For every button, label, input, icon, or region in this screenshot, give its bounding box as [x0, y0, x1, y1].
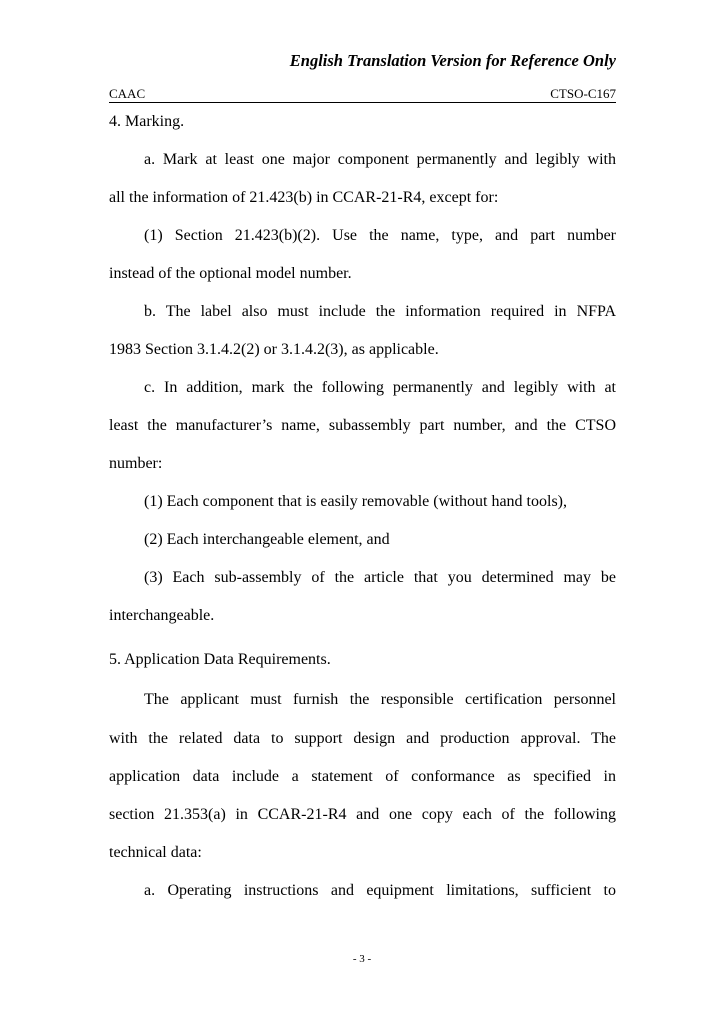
list-item: (1) Each component that is easily removable (without hand tools),	[144, 493, 567, 510]
paragraph-line: The applicant must furnish the responsible certification personnel	[144, 691, 616, 708]
paragraph-line: b. The label also must include the information required in NFPA	[144, 303, 616, 320]
paragraph-line: with the related data to support design and production approval. The	[109, 730, 616, 747]
paragraph-line: a. Operating instructions and equipment limitations, sufficient to	[144, 882, 616, 899]
paragraph-line: least the manufacturer’s name, subassembly part number, and the CTSO	[109, 417, 616, 434]
paragraph-line: 1983 Section 3.1.4.2(2) or 3.1.4.2(3), as applicable.	[109, 341, 439, 358]
paragraph-line: technical data:	[109, 844, 202, 861]
paragraph-line: all the information of 21.423(b) in CCAR-21-R4, except for:	[109, 189, 499, 206]
paragraph-line: application data include a statement of conformance as specified in	[109, 768, 616, 785]
paragraph-line: section 21.353(a) in CCAR-21-R4 and one copy each of the following	[109, 806, 616, 823]
paragraph-line: interchangeable.	[109, 607, 215, 624]
paragraph-line: c. In addition, mark the following permanently and legibly with at	[144, 379, 616, 396]
paragraph-line: instead of the optional model number.	[109, 265, 352, 282]
section-heading-5: 5. Application Data Requirements.	[109, 651, 331, 668]
list-item: (2) Each interchangeable element, and	[144, 531, 390, 548]
page-number: - 3 -	[352, 953, 372, 965]
header-banner: English Translation Version for Reference Only	[289, 51, 616, 70]
section-heading-4: 4. Marking.	[109, 113, 185, 130]
list-item: (3) Each sub-assembly of the article that you determined may be	[144, 569, 616, 586]
paragraph-line: (1) Section 21.423(b)(2). Use the name, type, and part number	[144, 227, 616, 244]
header-left: CAAC	[109, 86, 146, 101]
header-right: CTSO-C167	[550, 86, 616, 101]
paragraph-line: number:	[109, 455, 163, 472]
paragraph-line: a. Mark at least one major component permanently and legibly with	[144, 151, 616, 168]
header-row	[109, 84, 616, 103]
